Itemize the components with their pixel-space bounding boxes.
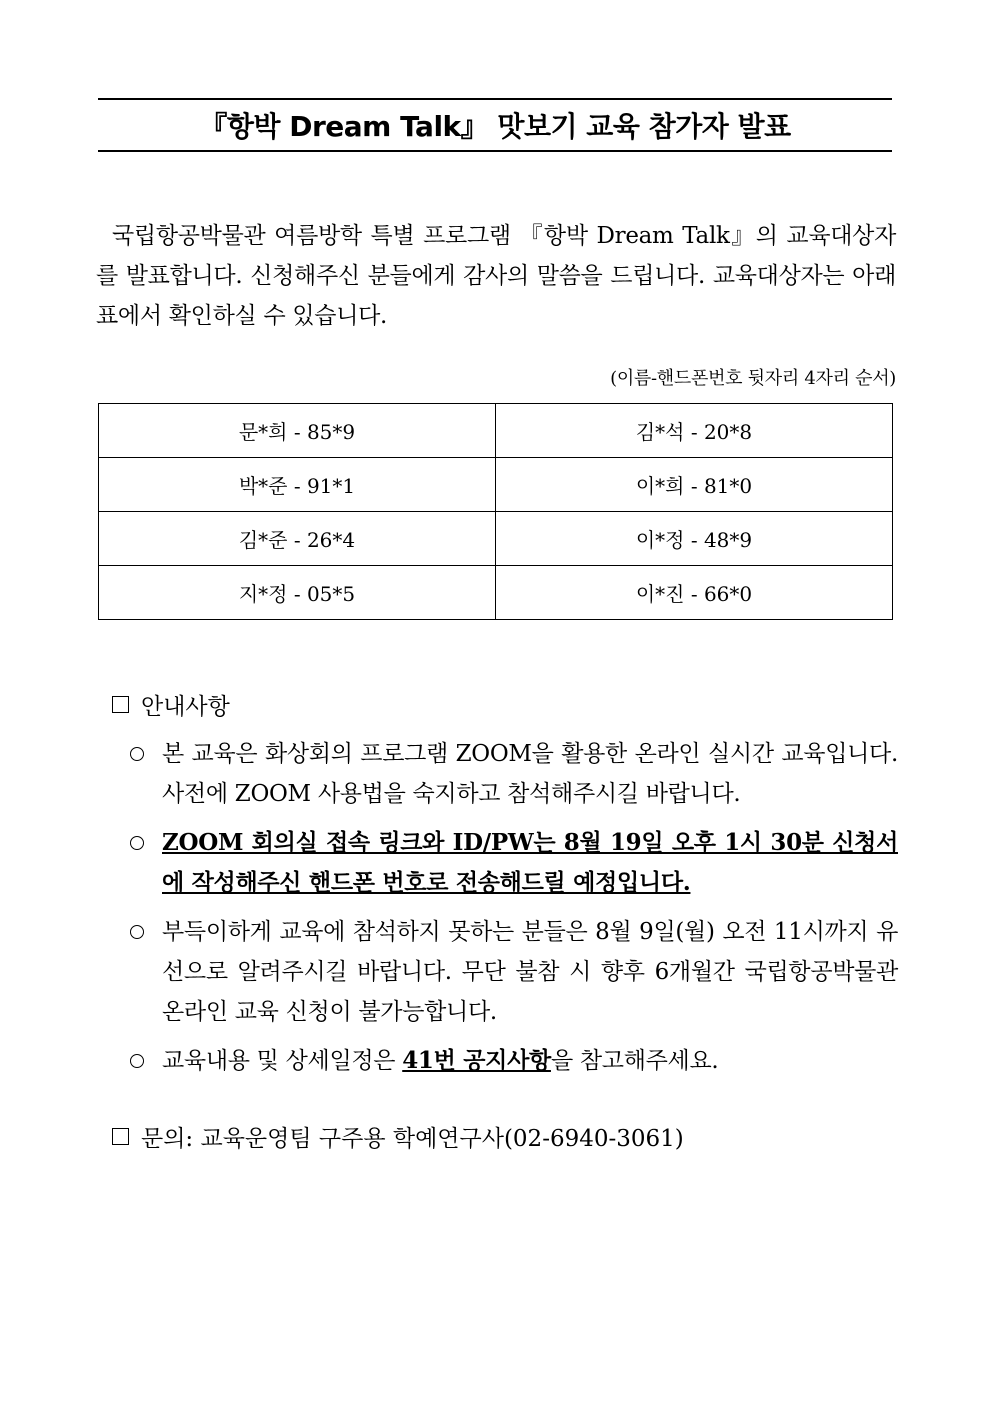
table-row	[99, 512, 893, 566]
circle-bullet-icon	[130, 1054, 144, 1068]
participant-cell: 박*준 - 91*1	[99, 458, 496, 512]
notice-list	[126, 734, 898, 1090]
notice-header-label: 안내사항	[141, 694, 230, 720]
notice-text: 교육내용 및 상세일정은	[162, 1048, 403, 1074]
title-bar	[98, 98, 892, 152]
circle-bullet-icon	[130, 925, 144, 939]
intro-text: 국립항공박물관 여름방학 특별 프로그램 『항박 Dream Talk』의 교육대상자를 발표합니다. 신청해주신 분들에게 감사의 말씀을 드립니다. 교육대상자는 아래 표에서 확인하실 수 있습니다.	[96, 223, 896, 329]
order-note: (이름-핸드폰번호 뒷자리 4자리 순서)	[610, 368, 896, 389]
participant-cell: 지*정 - 05*5	[99, 566, 496, 620]
participant-cell: 이*희 - 81*0	[496, 458, 893, 512]
table-row	[99, 458, 893, 512]
circle-bullet-icon	[130, 836, 144, 850]
participant-cell: 문*희 - 85*9	[99, 404, 496, 458]
participant-cell: 이*진 - 66*0	[496, 566, 893, 620]
contact-text: 문의: 교육운영팀 구주용 학예연구사(02-6940-3061)	[141, 1126, 684, 1152]
notice-text-emphasis: ZOOM 회의실 접속 링크와 ID/PW는 8월 19일 오후 1시 30분 신청서에 작성해주신 핸드폰 번호로 전송해드릴 예정입니다.	[162, 829, 898, 896]
participant-cell: 김*석 - 20*8	[496, 404, 893, 458]
circle-bullet-icon	[130, 747, 144, 761]
notice-link: 41번 공지사항	[402, 1047, 551, 1074]
square-bullet-icon	[112, 696, 129, 713]
table-row	[99, 566, 893, 620]
table-row	[99, 404, 893, 458]
list-item	[126, 912, 898, 1032]
notice-text: 을 참고해주세요.	[550, 1048, 719, 1074]
participant-cell: 이*정 - 48*9	[496, 512, 893, 566]
list-item	[126, 823, 898, 903]
list-item	[126, 1041, 898, 1081]
contact-line	[112, 1120, 684, 1153]
square-bullet-icon	[112, 1128, 129, 1145]
page-title: 『항박 Dream Talk』 맛보기 교육 참가자 발표	[199, 110, 791, 143]
notice-text: 부득이하게 교육에 참석하지 못하는 분들은 8월 9일(월) 오전 11시까지 유선으로 알려주시길 바랍니다. 무단 불참 시 향후 6개월간 국립항공박물관 온라인 교육 신청이 불가능합니다.	[162, 919, 898, 1025]
notice-text: 본 교육은 화상회의 프로그램 ZOOM을 활용한 온라인 실시간 교육입니다. 사전에 ZOOM 사용법을 숙지하고 참석해주시길 바랍니다.	[162, 741, 898, 807]
participants-table	[98, 403, 893, 620]
intro-paragraph	[96, 216, 896, 336]
participant-cell: 김*준 - 26*4	[99, 512, 496, 566]
notice-header	[112, 688, 230, 721]
list-item	[126, 734, 898, 814]
